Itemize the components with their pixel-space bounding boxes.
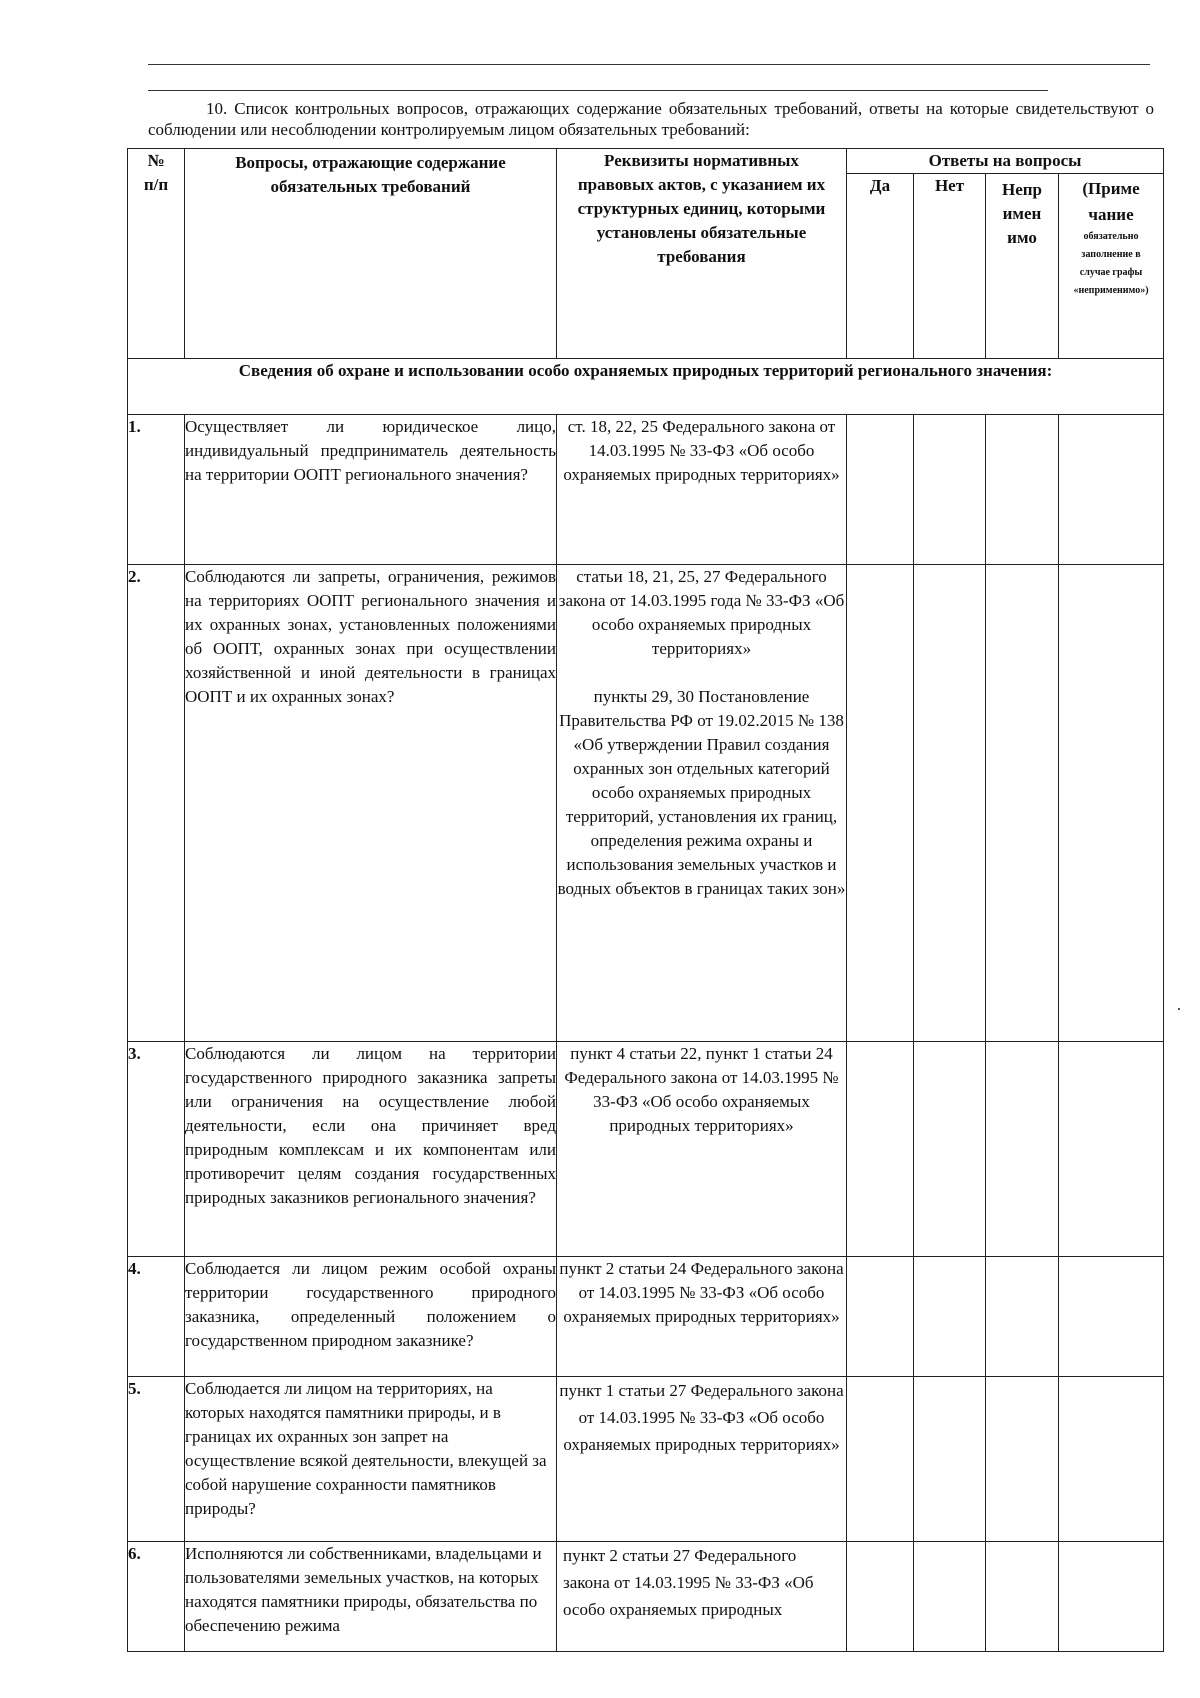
answer-yes-cell[interactable] [847, 565, 914, 1042]
answer-no-cell[interactable] [914, 1042, 986, 1257]
answer-na-cell[interactable] [986, 1377, 1059, 1542]
header-requisites: Реквизиты нормативных правовых актов, с указанием их структурных единиц, которыми установлены обязательные требования [557, 149, 847, 359]
header-number-line1: № [147, 151, 165, 170]
table-row [128, 1257, 1164, 1377]
answer-no-cell[interactable] [914, 565, 986, 1042]
answer-yes-cell[interactable] [847, 415, 914, 565]
header-note-main: (Приме чание [1082, 179, 1140, 224]
row-question: Соблюдаются ли запреты, ограничения, режимов на территориях ООПТ регионального значения и их охранных зонах, установленных положениями об ООПТ, охранных зонах при осуществлении хозяйственной и иной деятельности в границах ООПТ и их охранных зонах? [185, 565, 557, 1042]
answer-na-cell[interactable] [986, 1257, 1059, 1377]
row-requisites: пункт 1 статьи 27 Федерального закона от 14.03.1995 № 33-ФЗ «Об особо охраняемых природных территориях» [557, 1377, 847, 1542]
table-row [128, 1542, 1164, 1652]
row-question: Соблюдаются ли лицом на территории государственного природного заказника запреты или ограничения на осуществление любой деятельности, если она причиняет вред природным комплексам и их компонентам или противоречит целям создания государственных природных заказников регионального значения? [185, 1042, 557, 1257]
answer-na-cell[interactable] [986, 565, 1059, 1042]
row-number: 6. [128, 1542, 185, 1652]
header-no: Нет [914, 174, 986, 359]
scan-speck [1178, 1008, 1180, 1010]
second-rule [148, 90, 1048, 91]
answer-na-cell[interactable] [986, 1542, 1059, 1652]
answer-note-cell[interactable] [1059, 565, 1164, 1042]
answer-no-cell[interactable] [914, 1257, 986, 1377]
row-requisites: пункт 2 статьи 24 Федерального закона от 14.03.1995 № 33-ФЗ «Об особо охраняемых природных территориях» [557, 1257, 847, 1377]
table-row [128, 1377, 1164, 1542]
row-number: 2. [128, 565, 185, 1042]
table-header-row [128, 149, 1164, 174]
row-requisites: ст. 18, 22, 25 Федерального закона от 14.03.1995 № 33-ФЗ «Об особо охраняемых природных территориях» [557, 415, 847, 565]
row-requisites [557, 565, 847, 1042]
table-row [128, 1042, 1164, 1257]
answer-na-cell[interactable] [986, 1042, 1059, 1257]
row-requisites-part2: пункты 29, 30 Постановление Правительства РФ от 19.02.2015 № 138 «Об утверждении Правил создания охранных зон отдельных категорий особо охраняемых природных территорий, установления их границ, определения режима охраны и использования земельных участков и водных объектов в границах таких зон» [557, 687, 846, 898]
header-number-line2: п/п [143, 175, 169, 194]
answer-note-cell[interactable] [1059, 1377, 1164, 1542]
answer-note-cell[interactable] [1059, 1257, 1164, 1377]
row-requisites: пункт 2 статьи 27 Федерального закона от 14.03.1995 № 33-ФЗ «Об особо охраняемых природных [557, 1542, 847, 1652]
answer-na-cell[interactable] [986, 415, 1059, 565]
requisites-gap [557, 661, 846, 685]
section-row [128, 359, 1164, 415]
section-title: Сведения об охране и использовании особо охраняемых природных территорий регионального значения: [128, 359, 1164, 415]
header-note [1059, 174, 1164, 359]
header-yes: Да [847, 174, 914, 359]
answer-yes-cell[interactable] [847, 1042, 914, 1257]
table-row [128, 415, 1164, 565]
header-not-applicable: Непр имен имо [986, 174, 1059, 359]
row-requisites: пункт 4 статьи 22, пункт 1 статьи 24 Федерального закона от 14.03.1995 № 33-ФЗ «Об особо охраняемых природных территориях» [557, 1042, 847, 1257]
intro-paragraph [148, 98, 1154, 140]
checklist-table [127, 148, 1164, 1652]
table-row [128, 565, 1164, 1042]
row-number: 5. [128, 1377, 185, 1542]
header-number [128, 149, 185, 359]
header-questions: Вопросы, отражающие содержание обязательных требований [185, 149, 557, 359]
row-number: 1. [128, 415, 185, 565]
header-note-small: обязательно заполнение в случае графы «неприменимо») [1073, 231, 1149, 296]
answer-no-cell[interactable] [914, 415, 986, 565]
top-rule [148, 64, 1150, 65]
row-question: Соблюдается ли лицом на территориях, на которых находятся памятники природы, и в границах их охранных зон запрет на осуществление всякой деятельности, влекущей за собой нарушение сохранности памятников природы? [185, 1377, 557, 1542]
header-answers: Ответы на вопросы [847, 149, 1164, 174]
row-question: Осуществляет ли юридическое лицо, индивидуальный предприниматель деятельность на территории ООПТ регионального значения? [185, 415, 557, 565]
intro-text: 10. Список контрольных вопросов, отражающих содержание обязательных требований, ответы на которые свидетельствуют о соблюдении или несоблюдении контролируемым лицом обязательных требований: [148, 99, 1154, 139]
answer-yes-cell[interactable] [847, 1257, 914, 1377]
row-number: 3. [128, 1042, 185, 1257]
row-requisites-part1: статьи 18, 21, 25, 27 Федерального закона от 14.03.1995 года № 33-ФЗ «Об особо охраняемых природных территориях» [558, 567, 845, 658]
row-question: Соблюдается ли лицом режим особой охраны территории государственного природного заказника, определенный положением о государственном природном заказнике? [185, 1257, 557, 1377]
answer-yes-cell[interactable] [847, 1377, 914, 1542]
row-number: 4. [128, 1257, 185, 1377]
answer-note-cell[interactable] [1059, 1042, 1164, 1257]
answer-yes-cell[interactable] [847, 1542, 914, 1652]
answer-no-cell[interactable] [914, 1542, 986, 1652]
row-question: Исполняются ли собственниками, владельцами и пользователями земельных участков, на которых находятся памятники природы, обязательства по обеспечению режима [185, 1542, 557, 1652]
answer-note-cell[interactable] [1059, 1542, 1164, 1652]
answer-note-cell[interactable] [1059, 415, 1164, 565]
answer-no-cell[interactable] [914, 1377, 986, 1542]
